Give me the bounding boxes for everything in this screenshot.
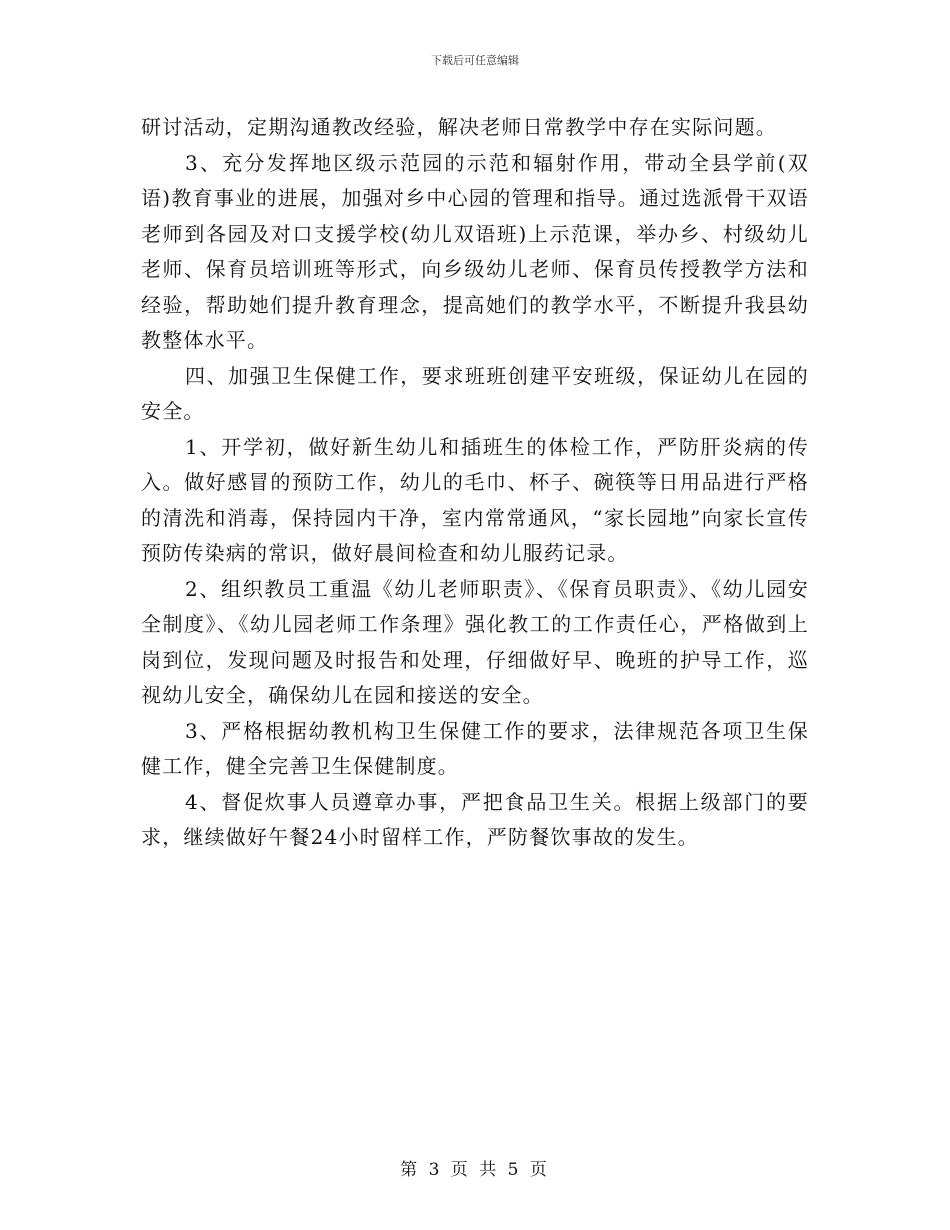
page-number-footer: 第 3 页 共 5 页: [400, 1160, 550, 1180]
paragraph-item-3-demonstration: 3、充分发挥地区级示范园的示范和辐射作用，带动全县学前(双语)教育事业的进展，加强对乡中心园的管理和指导。通过选派骨干双语老师到各园及对口支援学校(幼儿双语班)上示范课，举办乡、村级幼儿老师、保育员培训班等形式，向乡级幼儿老师、保育员传授教学方法和经验，帮助她们提升教育理念，提高她们的教学水平，不断提升我县幼教整体水平。: [141, 150, 809, 352]
section-heading-health-care: 四、加强卫生保健工作，要求班班创建平安班级，保证幼儿在园的安全。: [141, 363, 809, 423]
paragraph-continuation: 研讨活动，定期沟通教改经验，解决老师日常教学中存在实际问题。: [141, 115, 777, 139]
paragraph-item-3-standards: 3、严格根据幼教机构卫生保健工作的要求，法律规范各项卫生保健工作，健全完善卫生保健制度。: [141, 718, 809, 778]
page-header: 下载后可任意编辑: [431, 54, 519, 67]
paragraph-item-2-duties: 2、组织教员工重温《幼儿老师职责》、《保育员职责》、《幼儿园安全制度》、《幼儿园老师工作条理》强化教工的工作责任心，严格做到上岗到位，发现问题及时报告和处理，仔细做好早、晚班的护导工作，巡视幼儿安全，确保幼儿在园和接送的安全。: [141, 576, 809, 707]
paragraph-item-4-food-safety: 4、督促炊事人员遵章办事，严把食品卫生关。根据上级部门的要求，继续做好午餐24小时留样工作，严防餐饮事故的发生。: [141, 789, 809, 849]
paragraph-item-1-health-check: 1、开学初，做好新生幼儿和插班生的体检工作，严防肝炎病的传入。做好感冒的预防工作，幼儿的毛巾、杯子、碗筷等日用品进行严格的清洗和消毒，保持园内干净，室内常常通风，“家长园地”向家长宣传预防传染病的常识，做好晨间检查和幼儿服药记录。: [141, 434, 809, 565]
document-body: [141, 110, 809, 856]
